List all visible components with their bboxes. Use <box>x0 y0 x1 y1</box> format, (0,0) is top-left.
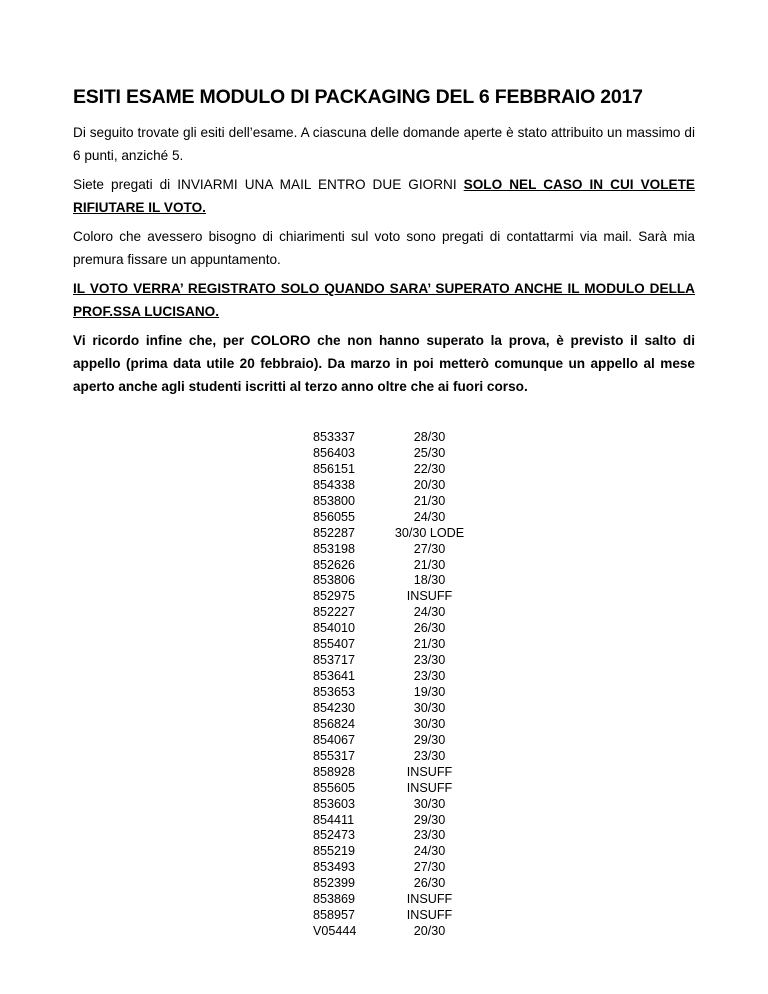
grade: INSUFF <box>406 908 453 923</box>
grade: 21/30 <box>413 637 446 652</box>
grade: 20/30 <box>413 477 446 492</box>
result-row <box>300 749 480 765</box>
result-row <box>300 478 480 494</box>
grade: 18/30 <box>413 573 446 588</box>
student-id: 856151 <box>313 461 356 476</box>
grade: 24/30 <box>413 509 446 524</box>
result-row <box>300 828 480 844</box>
grade: 26/30 <box>413 876 446 891</box>
student-id: 855219 <box>313 844 356 859</box>
student-id: 853717 <box>313 653 356 668</box>
registration-notice-text: IL VOTO VERRA’ REGISTRATO SOLO QUANDO SARA’ SUPERATO ANCHE IL MODULO DELLA PROF.SSA LUCISANO. <box>73 281 695 319</box>
student-id: 852975 <box>313 589 356 604</box>
result-row <box>300 892 480 908</box>
student-id: 853641 <box>313 669 356 684</box>
grade: 21/30 <box>413 493 446 508</box>
student-id: 853653 <box>313 685 356 699</box>
document-title: ESITI ESAME MODULO DI PACKAGING DEL 6 FEBBRAIO 2017 <box>73 86 643 108</box>
student-id: 858957 <box>313 908 356 923</box>
result-row <box>300 781 480 797</box>
grade: 22/30 <box>413 461 446 476</box>
student-id: 853800 <box>313 493 356 508</box>
instructions-text: Siete pregati di INVIARMI UNA MAIL ENTRO DUE GIORNI <box>73 177 464 192</box>
student-id: 855317 <box>313 748 356 763</box>
grade: 23/30 <box>413 669 446 684</box>
result-row <box>300 605 480 621</box>
grade: 29/30 <box>413 732 446 747</box>
grade: 20/30 <box>413 924 446 939</box>
student-id: 853806 <box>313 573 356 588</box>
student-id: 853603 <box>313 796 356 811</box>
student-id: 852626 <box>313 557 356 572</box>
result-row <box>300 653 480 669</box>
result-row <box>300 701 480 717</box>
result-row <box>300 685 480 701</box>
student-id: 852287 <box>313 525 356 540</box>
results-list <box>300 430 480 940</box>
grade: 26/30 <box>413 621 446 636</box>
appeal-paragraph: Vi ricordo infine che, per COLORO che non hanno superato la prova, è previsto il salto di appello (prima data utile 20 febbraio). Da marzo in poi metterò comunque un appello al mese aperto anche agli studenti iscritti al terzo anno oltre che ai fuori corso. <box>73 333 695 394</box>
grade: 29/30 <box>413 812 446 827</box>
grade: 25/30 <box>413 445 446 460</box>
student-id: V05444 <box>313 924 357 939</box>
result-row <box>300 430 480 446</box>
student-id: 852399 <box>313 876 356 891</box>
grade: 30/30 <box>413 796 446 811</box>
student-id: 854010 <box>313 621 356 636</box>
grade: 27/30 <box>413 541 446 556</box>
result-row <box>300 542 480 558</box>
student-id: 853493 <box>313 860 356 875</box>
grade: 28/30 <box>413 430 446 444</box>
student-id: 855605 <box>313 780 356 795</box>
result-row <box>300 717 480 733</box>
student-id: 853337 <box>313 430 356 444</box>
student-id: 855407 <box>313 637 356 652</box>
grade: INSUFF <box>406 764 453 779</box>
result-row <box>300 876 480 892</box>
result-row <box>300 526 480 542</box>
grade: 27/30 <box>413 860 446 875</box>
result-row <box>300 813 480 829</box>
result-row <box>300 908 480 924</box>
result-row <box>300 494 480 510</box>
result-row <box>300 510 480 526</box>
result-row <box>300 558 480 574</box>
student-id: 856055 <box>313 509 356 524</box>
result-row <box>300 844 480 860</box>
intro-paragraph: Di seguito trovate gli esiti dell’esame. A ciascuna delle domande aperte è stato attribuito un massimo di 6 punti, anziché 5. <box>73 125 695 163</box>
result-row <box>300 669 480 685</box>
result-row <box>300 765 480 781</box>
grade: 30/30 LODE <box>394 525 465 540</box>
grade: INSUFF <box>406 892 453 907</box>
student-id: 854230 <box>313 700 356 715</box>
student-id: 854067 <box>313 732 356 747</box>
grade: 24/30 <box>413 844 446 859</box>
result-row <box>300 637 480 653</box>
result-row <box>300 621 480 637</box>
result-row <box>300 797 480 813</box>
student-id: 858928 <box>313 764 356 779</box>
student-id: 854411 <box>313 812 355 827</box>
result-row <box>300 446 480 462</box>
result-row <box>300 924 480 940</box>
result-row <box>300 573 480 589</box>
grade: 30/30 <box>413 700 446 715</box>
grade: 24/30 <box>413 605 446 620</box>
clarification-paragraph: Coloro che avessero bisogno di chiarimenti sul voto sono pregati di contattarmi via mail. Sarà mia premura fissare un appuntamento. <box>73 229 695 267</box>
result-row <box>300 860 480 876</box>
result-row <box>300 462 480 478</box>
result-row <box>300 589 480 605</box>
grade: 21/30 <box>413 557 446 572</box>
instructions-underlined-text: SOLO NEL CASO IN CUI VOLETE RIFIUTARE IL VOTO. <box>73 177 695 215</box>
student-id: 852473 <box>313 828 356 843</box>
registration-notice <box>73 277 695 323</box>
student-id: 853198 <box>313 541 356 556</box>
grade: 23/30 <box>413 653 446 668</box>
grade: 23/30 <box>413 828 446 843</box>
result-row <box>300 733 480 749</box>
grade: 23/30 <box>413 748 446 763</box>
student-id: 853869 <box>313 892 356 907</box>
grade: 30/30 <box>413 716 446 731</box>
grade: INSUFF <box>406 780 453 795</box>
student-id: 856403 <box>313 445 356 460</box>
grade: 19/30 <box>413 685 446 699</box>
grade: INSUFF <box>406 589 453 604</box>
instructions-paragraph <box>73 173 695 219</box>
student-id: 852227 <box>313 605 356 620</box>
student-id: 856824 <box>313 716 356 731</box>
student-id: 854338 <box>313 477 356 492</box>
